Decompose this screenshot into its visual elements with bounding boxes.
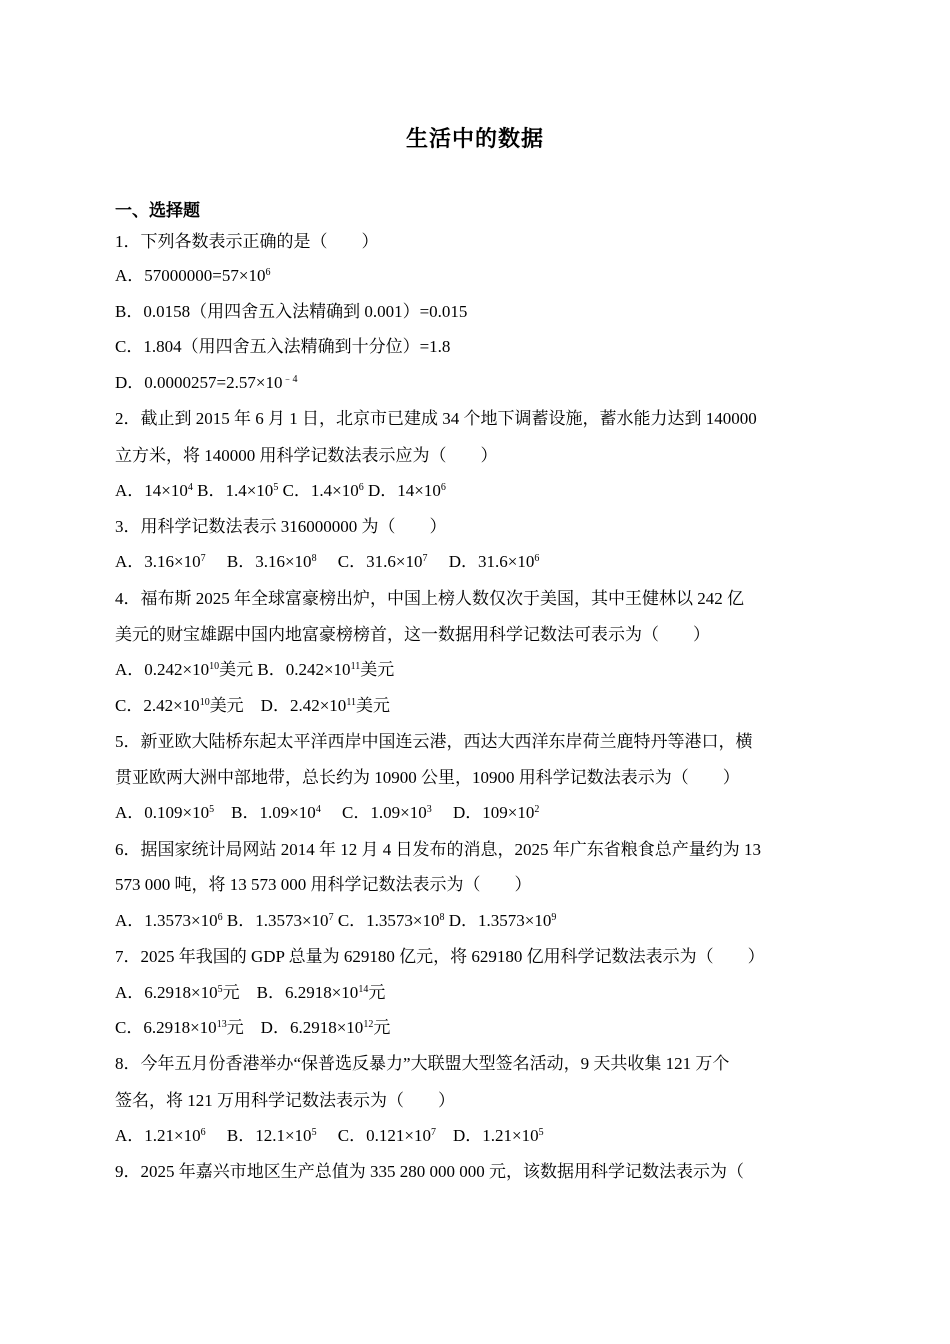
text-line xyxy=(115,371,297,395)
exponent: 6 xyxy=(534,553,540,564)
exponent: ﹣4 xyxy=(282,374,298,385)
text-segment: 美元 B．0.242×10 xyxy=(219,660,351,679)
exponent: 10 xyxy=(209,661,220,672)
text-line xyxy=(115,479,446,503)
exponent: 5 xyxy=(209,804,215,815)
text-segment: D．1.3573×10 xyxy=(444,911,552,930)
text-line xyxy=(115,264,270,288)
exponent: 7 xyxy=(328,912,334,923)
exponent: 5 xyxy=(311,1127,317,1138)
exponent: 8 xyxy=(439,912,445,923)
exponent: 9 xyxy=(551,912,557,923)
exponent: 11 xyxy=(350,661,361,672)
exponent: 12 xyxy=(363,1019,374,1030)
text-segment: 8．今年五月份香港举办“保普选反暴力”大联盟大型签名活动，9 天共收集 121 万个 xyxy=(115,1054,730,1073)
exponent: 6 xyxy=(358,482,364,493)
text-line xyxy=(115,407,757,431)
text-line xyxy=(115,838,761,862)
text-line xyxy=(115,230,379,254)
text-segment: 9．2025 年嘉兴市地区生产总值为 335 280 000 000 元，该数据用科学记数法表示为（ xyxy=(115,1162,744,1181)
exponent: 14 xyxy=(358,984,369,995)
text-segment: C．31.6×10 xyxy=(316,552,423,571)
text-line xyxy=(115,694,390,718)
text-segment: 元 D．6.2918×10 xyxy=(226,1018,364,1037)
text-segment: C．1.804（用四舍五入法精确到十分位）=1.8 xyxy=(115,337,451,356)
text-segment: 2．截止到 2015 年 6 月 1 日，北京市已建成 34 个地下调蓄设施，蓄水能力达到 140000 xyxy=(115,409,757,428)
page-title: 生活中的数据 xyxy=(405,126,544,151)
text-segment: 3．用科学记数法表示 316000000 为（ ） xyxy=(115,517,447,536)
text-segment: 美元 xyxy=(360,660,395,679)
text-line xyxy=(115,623,710,647)
text-segment: A．0.109×10 xyxy=(115,803,210,822)
text-line xyxy=(115,1124,544,1148)
text-line xyxy=(115,945,765,969)
text-line xyxy=(115,444,498,468)
text-segment: 7．2025 年我国的 GDP 总量为 629180 亿元，将 629180 亿用科学记数法表示为（ ） xyxy=(115,947,765,966)
text-line xyxy=(115,873,532,897)
text-line xyxy=(115,981,385,1005)
text-segment: 5．新亚欧大陆桥东起太平洋西岸中国连云港，西达大西洋东岸荷兰鹿特丹等港口，横 xyxy=(115,732,753,751)
text-segment: D．109×10 xyxy=(431,803,535,822)
exponent: 13 xyxy=(216,1019,227,1030)
text-segment: 美元 D．2.42×10 xyxy=(209,696,347,715)
text-segment: C．0.121×10 xyxy=(316,1126,431,1145)
text-line xyxy=(115,801,539,825)
text-line xyxy=(115,550,539,574)
text-segment: 1．下列各数表示正确的是（ ） xyxy=(115,232,379,251)
exponent: 5 xyxy=(273,482,279,493)
exponent: 5 xyxy=(217,984,223,995)
text-segment: D．0.0000257=2.57×10 xyxy=(115,373,283,392)
text-line xyxy=(115,1160,744,1184)
text-segment: 立方米，将 140000 用科学记数法表示应为（ ） xyxy=(115,446,498,465)
exponent: 10 xyxy=(199,697,210,708)
exponent: 6 xyxy=(440,482,446,493)
text-segment: A．14×10 xyxy=(115,481,188,500)
text-segment: 美元 xyxy=(355,696,390,715)
exponent: 8 xyxy=(311,553,317,564)
text-segment: A．3.16×10 xyxy=(115,552,201,571)
text-segment: D．1.21×10 xyxy=(436,1126,539,1145)
text-segment: A．1.21×10 xyxy=(115,1126,201,1145)
text-segment: A．6.2918×10 xyxy=(115,983,218,1002)
text-line xyxy=(115,587,744,611)
text-segment: B．3.16×10 xyxy=(205,552,312,571)
exponent: 4 xyxy=(187,482,193,493)
exponent: 3 xyxy=(426,804,432,815)
exponent: 5 xyxy=(538,1127,544,1138)
text-line xyxy=(115,1052,729,1076)
text-segment: 573 000 吨，将 13 573 000 用科学记数法表示为（ ） xyxy=(115,875,532,894)
exponent: 7 xyxy=(422,553,428,564)
text-segment: D．14×10 xyxy=(363,481,441,500)
text-line xyxy=(115,766,740,790)
exponent: 2 xyxy=(534,804,540,815)
text-line xyxy=(115,730,753,754)
text-segment: 4．福布斯 2025 年全球富豪榜出炉，中国上榜人数仅次于美国，其中王健林以 242 亿 xyxy=(115,589,744,608)
text-line xyxy=(115,1016,390,1040)
text-segment: B．1.3573×10 xyxy=(222,911,329,930)
text-segment: 6．据国家统计局网站 2014 年 12 月 4 日发布的消息，2025 年广东省粮食总产量约为 13 xyxy=(115,840,761,859)
text-line xyxy=(115,909,556,933)
text-line xyxy=(115,1089,455,1113)
exponent: 6 xyxy=(200,1127,206,1138)
exponent: 7 xyxy=(200,553,206,564)
text-segment: 美元的财宝雄踞中国内地富豪榜榜首，这一数据用科学记数法可表示为（ ） xyxy=(115,625,710,644)
text-segment: A．57000000=57×10 xyxy=(115,266,266,285)
exponent: 11 xyxy=(346,697,356,708)
text-segment: 元 B．6.2918×10 xyxy=(222,983,359,1002)
text-segment: B．1.4×10 xyxy=(192,481,274,500)
text-line xyxy=(115,335,450,359)
text-segment: 元 xyxy=(368,983,386,1002)
text-segment: C．1.3573×10 xyxy=(333,911,440,930)
exponent: 7 xyxy=(431,1127,436,1138)
text-segment: 签名，将 121 万用科学记数法表示为（ ） xyxy=(115,1091,455,1110)
text-segment: C．2.42×10 xyxy=(115,696,200,715)
text-segment: D．31.6×10 xyxy=(427,552,535,571)
section-heading: 一、选择题 xyxy=(115,201,200,220)
text-segment: 贯亚欧两大洲中部地带，总长约为 10900 公里，10900 用科学记数法表示为（ ） xyxy=(115,768,740,787)
text-line xyxy=(115,300,467,324)
exponent: 6 xyxy=(217,912,223,923)
text-segment: B．0.0158（用四舍五入法精确到 0.001）=0.015 xyxy=(115,302,468,321)
text-segment: A．1.3573×10 xyxy=(115,911,218,930)
text-line xyxy=(115,515,447,539)
text-segment: 元 xyxy=(373,1018,391,1037)
exponent: 4 xyxy=(315,804,321,815)
text-segment: C．6.2918×10 xyxy=(115,1018,217,1037)
text-segment: C．1.09×10 xyxy=(320,803,427,822)
text-line xyxy=(115,658,394,682)
text-segment: A．0.242×10 xyxy=(115,660,210,679)
text-segment: B．1.09×10 xyxy=(214,803,316,822)
text-segment: C．1.4×10 xyxy=(278,481,359,500)
text-segment: B．12.1×10 xyxy=(205,1126,312,1145)
exponent: 6 xyxy=(265,267,271,278)
